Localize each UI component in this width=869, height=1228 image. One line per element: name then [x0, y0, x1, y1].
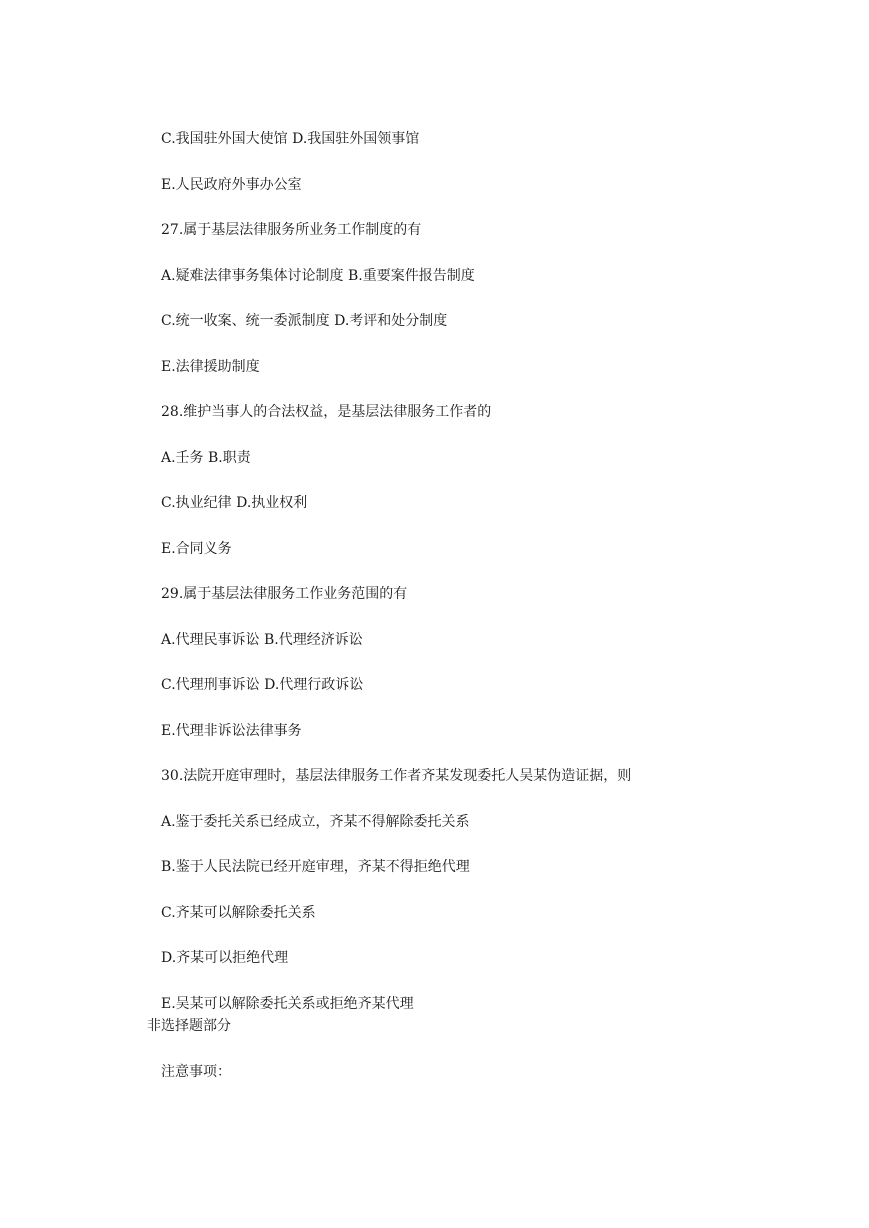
- question-27: 27.属于基层法律服务所业务工作制度的有: [161, 222, 422, 238]
- section-heading: 非选择题部分: [147, 1018, 231, 1034]
- option-line-30-b: B.鉴于人民法院已经开庭审理，齐某不得拒绝代理: [161, 859, 470, 875]
- notice-heading: 注意事项：: [161, 1064, 231, 1080]
- option-line-28-ab: A.壬务 B.职责: [161, 450, 251, 466]
- option-line-29-cd: C.代理刑事诉讼 D.代理行政诉讼: [161, 677, 364, 693]
- option-line-26-cd: C.我国驻外国大使馆 D.我国驻外国领事馆: [161, 131, 420, 147]
- option-line-30-d: D.齐某可以拒绝代理: [161, 950, 289, 966]
- option-line-27-cd: C.统一收案、统一委派制度 D.考评和处分制度: [161, 313, 448, 329]
- option-line-29-ab: A.代理民事诉讼 B.代理经济诉讼: [161, 632, 363, 648]
- option-line-30-e: E.吴某可以解除委托关系或拒绝齐某代理: [161, 996, 414, 1012]
- question-30: 30.法院开庭审理时，基层法律服务工作者齐某发现委托人吴某伪造证据，则: [161, 768, 632, 784]
- option-line-26-e: E.人民政府外事办公室: [161, 177, 302, 193]
- option-line-28-cd: C.执业纪律 D.执业权利: [161, 495, 308, 511]
- question-29: 29.属于基层法律服务工作业务范围的有: [161, 586, 408, 602]
- option-line-28-e: E.合同义务: [161, 541, 232, 557]
- question-28: 28.维护当事人的合法权益，是基层法律服务工作者的: [161, 404, 492, 420]
- option-line-27-ab: A.疑难法律事务集体讨论制度 B.重要案件报告制度: [161, 268, 475, 284]
- option-line-30-a: A.鉴于委托关系已经成立，齐某不得解除委托关系: [161, 814, 470, 830]
- option-line-27-e: E.法律援助制度: [161, 359, 260, 375]
- option-line-29-e: E.代理非诉讼法律事务: [161, 723, 302, 739]
- option-line-30-c: C.齐某可以解除委托关系: [161, 905, 316, 921]
